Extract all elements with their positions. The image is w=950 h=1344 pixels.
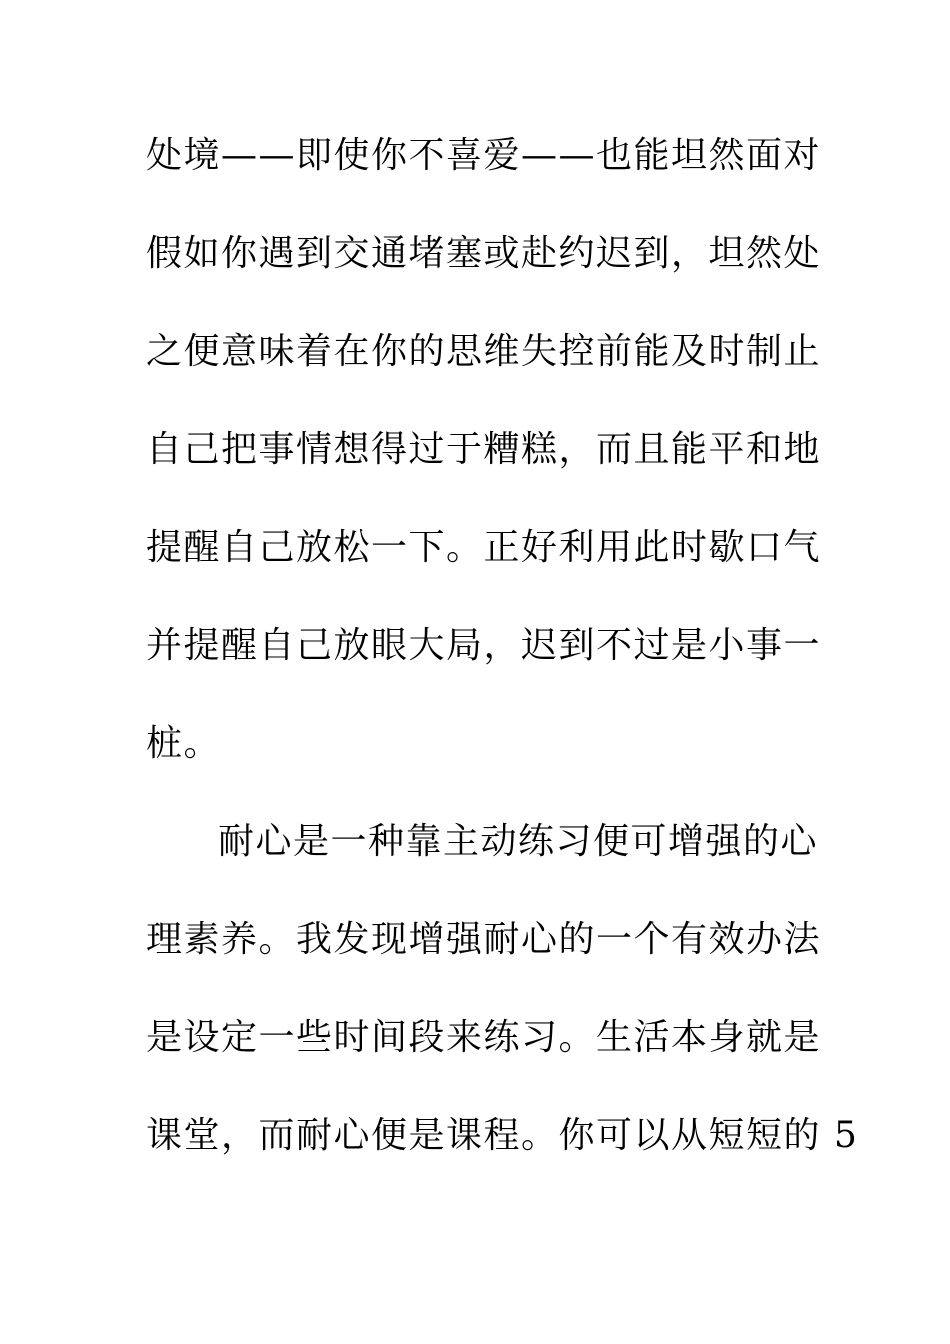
text-line-6: 并提醒自己放眼大局，迟到不过是小事一	[146, 625, 822, 666]
paragraph-start-line: 耐心是一种靠主动练习便可增强的心	[218, 821, 819, 862]
text-line-4: 自己把事情想得过于糟糕，而且能平和地	[146, 429, 822, 470]
text-line-2: 假如你遇到交通堵塞或赴约迟到，坦然处	[146, 233, 822, 274]
text-line-5: 提醒自己放松一下。正好利用此时歇口气	[146, 527, 822, 568]
text-line-11: 课堂，而耐心便是课程。你可以从短短的 5	[146, 1115, 859, 1156]
text-line-7: 桩。	[146, 723, 222, 764]
text-line-1: 处境——即使你不喜爱——也能坦然面对	[146, 135, 822, 176]
text-line-3: 之便意味着在你的思维失控前能及时制止	[146, 331, 822, 372]
text-line-10: 是设定一些时间段来练习。生活本身就是	[146, 1017, 822, 1058]
text-line-9: 理素养。我发现增强耐心的一个有效办法	[146, 919, 822, 960]
